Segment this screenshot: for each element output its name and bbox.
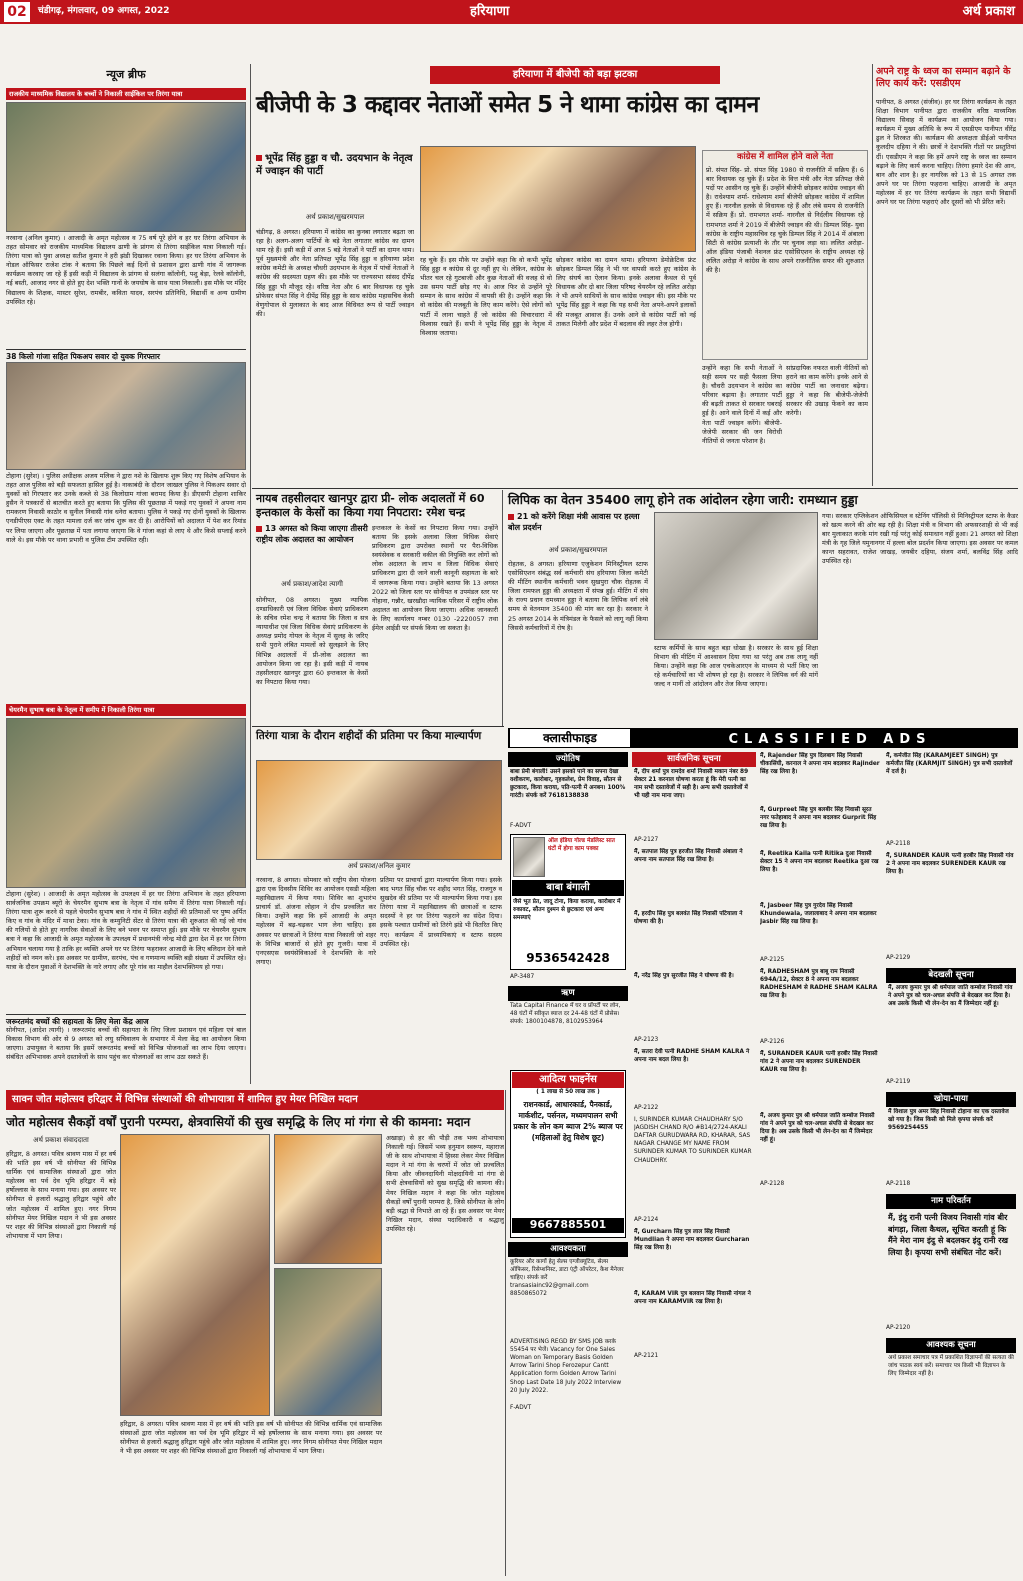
ad-code: AP-2124 — [634, 1217, 659, 1223]
sawan-headline: जोत महोत्सव सैकड़ों वर्षों पुरानी परम्परा, क्षेत्रवासियों की सुख समृद्धि के लिए मां गंगा से की कामना: मदान — [6, 1115, 471, 1129]
lipik-body: रोहतक, 8 अगस्त। हरियाणा एजुकेशन मिनिस्ट्रीयल स्टाफ एसोसिएशन संबंद्ध सर्व कर्मचारी संघ हरियाणा जिला कमेटी की मीटिंग स्थानीय कर्मचारी भवन सुखपुरा चौक रोहतक में जिला रामफल हुड्डा की अध्यक्षता में संपन्न हुई। मीटिंग में संघ के राज्य प्रधान रामध्यान हुड्डा ने बताया कि लिपिक वर्ग लंबे समय से वेतनमान 35400 की मांग कर रहा है। सरकार ने 25 अगस्त 2014 के मंत्रिमंडल के फैसले को लागू नहीं किया जिससे कर्मचारियों में रोष है। — [508, 560, 648, 632]
section-rule — [252, 726, 504, 727]
public-notice: मैं, अजय कुमार पुत्र श्री धर्मपाल जाति कम्बोज निवासी गांव ने अपने पुत्र को चल-अचल संपत्ति से बेदखल कर दिया है। अब उसके किसी भी लेन-देन का मैं जिम्मेदार नहीं हूं। — [760, 1113, 875, 1144]
section-rule — [252, 488, 1018, 489]
brief-headline: चेयरमैन सुभाष बत्रा के नेतृत्व में समीप में निकाली तिरंगा यात्रा — [6, 704, 246, 716]
story-body: चंडीगढ़, 8 अगस्त। हरियाणा में कांग्रेस का कुनबा लगातार बढ़ता जा रहा है। अलग-अलग पार्टियों के बड़े नेता लगातार कांग्रेस का दामन थाम रहे हैं। इसी कड़ी में आज 5 बड़े नेताओं ने पार्टी का दामन थाम। पूर्व मुख्यमंत्री और नेता प्रतिपक्ष भूपेंद्र सिंह हुड्डा व हरियाणा प्रदेश कांग्रेस कमेटी के अध्यक्ष चौधरी उदयभान के नेतृत्व में पांचों नेताओं ने कांग्रेस की सदस्यता ग्रहण की। इस मौके पर राज्यसभा सांसद दीपेंद्र सिंह हुड्डा भी मौजूद रहे। वरिष्ठ नेता और 6 बार विधायक रह चुके प्रोफेसर संपत सिंह ने दीपेंद्र सिंह हुड्डा के साथ कांग्रेस महासचिव केसी वेणुगोपाल से मुलाकात के बाद आज विधिवत रूप से पार्टी ज्वाइन की। — [256, 228, 414, 318]
loan-header: ऋण — [508, 986, 628, 1001]
side-headline: अपने राष्ट्र के ध्वज का सम्मान बढ़ाने के लिए कार्य करें: एसडीएम — [876, 66, 1011, 90]
eviction-notice: मैं, अजय कुमार पुत्र श्री धर्मपाल जाति कम्बोज निवासी गांव ने अपने पुत्र को चल-अचल संपत्ति से बेदखल कर दिया है। अब उसके किसी भी लेन-देन का मैं जिम्मेदार नहीं हूं। — [888, 985, 1013, 1008]
aditya-title: आदित्य फाइनेंस — [512, 1072, 624, 1088]
ad-code: AP-2123 — [634, 1037, 659, 1043]
lipik-body: स्टाफ कर्मियों के साथ बहुत बड़ा धोखा है। सरकार के साथ हुई शिक्षा विभाग की मीटिंग में आश्वासन दिया गया था परंतु अब तक लागू नहीं किया। उन्होंने कहा कि आज एचकेआरएन के माध्यम से भर्ती किए जा रहे कर्मचारियों का भी शोषण हो रहा है। सरकार ने लिपिक वर्ग की मांगें जल्द न मानीं तो आंदोलन और तेज किया जाएगा। — [654, 644, 818, 689]
naib-headline: नायब तहसीलदार खानपुर द्वारा प्री- लोक अदालतों में 60 इन्तकाल के केसों का किया गया निपटारा: रमेश चन्द्र — [256, 492, 485, 520]
brief-headline: जरूरतमंद बच्चों की सहायता के लिए मेला केंद्र आज — [6, 1014, 246, 1027]
classified-title-hindi: क्लासीफाइड — [510, 729, 630, 747]
main-subhead — [256, 152, 414, 178]
english-ad: ADVERTISING REGD BY SMS JOB करके 55454 पर भेजें। Vacancy for One Sales Woman on Temporary Basis Golden Arrow Tarini Shop Ferozepur Cantt Application form Golden Arrow Tarini Shop Last Date 18 July 2022 Interview 20 July 2022. — [510, 1339, 622, 1394]
byline: अर्थ प्रकाश/आदेश त्यागी — [281, 580, 343, 588]
public-notice: मैं, SURANDER KAUR पत्नी हरबीर सिंह निवासी गांव 2 ने अपना नाम बदलकर SURENDER KAUR रख लिया है। — [886, 853, 1014, 876]
lipik-subhead-text: 21 को करेंगे शिक्षा मंत्री आवास पर हल्ला बोल प्रदर्शन — [508, 512, 640, 532]
tiranga-body: प्रतिमा पर प्राचार्या द्वारा माल्यार्पण किया गया। इसके बाद भगत सिंह चौक पर शहीद भगत सिंह, राजगुरु व सुखदेव की प्रतिमा पर भी माल्यार्पण किया गया। इस तिरंगा यात्रा में महाविद्यालय की छात्राओं व स्टाफ सदस्यों ने हर घर तिरंगा फहराने का संदेश दिया। इसके पश्चात ग्रामीणों को तिरंगे झंडे भी वितरित किए गए। कार्यक्रम में प्राध्यापिकाएं व स्टाफ सदस्य उपस्थित रहे। — [380, 876, 502, 948]
byline: अर्थ प्रकाश/अनिल कुमार — [347, 862, 411, 870]
ad-code: F-ADVT — [510, 823, 532, 829]
important-notice: अर्थ प्रकाश समाचार पत्र में प्रकाशित विज्ञापनों की सत्यता की जांच पाठक स्वयं करें। समाचार पत्र किसी भी विज्ञापन के लिए जिम्मेदार नहीं है। — [888, 1355, 1014, 1378]
ad-code: AP-2129 — [886, 955, 911, 961]
brief-headline: 38 किलो गांजा सहित पिकअप सवार दो युवक गिरफ्तार — [6, 349, 246, 362]
haridwar-photo-2 — [274, 1134, 382, 1264]
loan-ad: Tata Capital Finance में घर व प्रॉपर्टी पर लोन, 48 घंटों में स्वीकृत ब्याज दर 24-48 घंटों में प्रोसेस। संपर्क: 1800104878, 8102953964 — [510, 1003, 621, 1026]
baba-ad-top: ऑल इंडिया गोल्ड मेडलिस्ट सात घंटों में होगा काम पक्का — [548, 838, 615, 853]
byline: अर्थ प्रकाश/सुखरमपाल — [548, 546, 608, 554]
haridwar-photo-3 — [274, 1268, 382, 1416]
lost-found-header: खोया-पाया — [886, 1092, 1016, 1107]
ad-code: F-ADVT — [510, 1405, 532, 1411]
story-body: छोड़कर कांग्रेस का दामन थामा। हरियाणा डेमोक्रेटिक फ्रंट छोड़कर डिम्पल सिंह ने भी घर वापसी करते हुए कांग्रेस के लिए संघर्ष का ऐलान किया। इनके अलावा कैथल से पूर्व विधायक और दो बार जिला परिषद चेयरमैन रहे ललित अरोड़ा ने भी अपने साथियों के साथ कांग्रेस ज्वाइन की। इस मौके पर भूपेंद्र सिंह हुड्डा ने कहा कि यह सभी नेता अपने-अपने इलाकों की मजबूत आवाज हैं। उनके आने से कांग्रेस पार्टी को नई ताकत मिलेगी और प्रदेश में बदलाव की लहर तेज होगी। — [556, 256, 696, 328]
aditya-sub: ( 1 लाख से 50 लाख तक ) — [536, 1089, 600, 1095]
byline: अर्थ प्रकाश संवाददाता — [33, 1136, 89, 1144]
arrest-photo — [6, 362, 246, 470]
ad-code: AP-2128 — [760, 1181, 785, 1187]
baba-ad-name: बाबा बंगाली — [512, 880, 624, 896]
public-notice: मैं, कर्मजीत सिंह (KARAMJEET SINGH) पुत्र कर्मजीत सिंह (KARMJIT SINGH) पुत्र सभी दस्तावेजों में दर्ज है। — [886, 753, 1013, 776]
lost-found-notice: मैं विशाल पुत्र अमर सिंह निवासी टोहाना का एक दस्तावेज खो गया है। जिस किसी को मिले कृपया संपर्क करें 9569254455 — [888, 1109, 1009, 1132]
brief-body: सोनीपत, (आदेश त्यागी) । जरूरतमंद बच्चों की सहायता के लिए जिला प्रशासन एवं महिला एवं बाल विकास विभाग की ओर से 9 अगस्त को लघु सचिवालय के सभागार में मेला केंद्र का आयोजन किया जाएगा। उपायुक्त ने बताया कि इसमें जरूरतमंद बच्चों को विभिन्न योजनाओं का लाभ दिया जाएगा। संबंधित अभिभावक अपने दस्तावेजों के साथ पहुंच कर योजनाओं का लाभ उठा सकते हैं। — [6, 1026, 246, 1062]
baba-ad-desc: जैसे भूत प्रेत, जादू टोना, किया कराया, कारोबार में रुकावट, सौतन दुश्मन से छुटकारा एवं अन्य समस्याएं — [513, 899, 621, 922]
story-body: उन्होंने कहा कि सभी नेताओं ने सही समय पर सही फैसला लिया है। चौधरी उदयभान ने कांग्रेस का परिवार बढ़ाया है। लगातार पार्टी की बढ़ती ताकत से सरकार घबराई हुई है। आने वाले दिनों में कई और नेता पार्टी ज्वाइन करेंगे। बीजेपी-जेजेपी सरकार की जन विरोधी नीतियों से जनता परेशान है। — [702, 364, 782, 445]
jyotish-header: ज्योतिष — [508, 752, 628, 767]
need-ad: कूरियर और कार्गो हेतु सेल्स एग्जीक्यूटिव, सेल्स ऑफिसर, रिसेप्शनिस्ट, डाटा एंट्री ऑपरेटर, कैश मैनेजर चाहिए। संपर्क करें transasiainc92@gmail.com 8850865072 — [510, 1259, 624, 1298]
public-notice: मैं, Reetika Kaila पत्नी Ritika दुआ निवासी सेक्टर 15 ने अपना नाम बदलकर Reetika दुआ रख लिया है। — [760, 851, 879, 874]
column-divider — [250, 64, 251, 1084]
name-change-notice: मैं, इंदु रानी पत्नी विजय निवासी गांव बीर बांगड़ा, जिला कैथल, सूचित करती हूं कि मैंने मेरा नाम इंदु से बदलकर इंदु रानी रख लिया है। कृपया सभी संबंधित नोट करें। — [888, 1213, 1009, 1257]
brief-body: टोहाना (सुरेश) । आजादी के अमृत महोत्सव के उपलक्ष्य में हर घर तिरंगा अभियान के तहत हरियाणा सार्वजनिक उपक्रम ब्यूरो के चेयरमैन सुभाष बत्रा के नेतृत्व में गांव समैण में तिरंगा यात्रा निकाली गई। तिरंगा यात्रा शुरू करने से पहले चेयरमैन सुभाष बत्रा ने गांव में स्थित शहीदों की प्रतिमाओं पर पुष्प अर्पित किए व गांव के मंदिर में माथा टेका। गांव के कम्युनिटी सेंटर से तिरंगा यात्रा की शुरुआत की गई जो गांव की गलियों से होते हुए नागरिक सेवाओं के लिए बने भवन पर समाप्त हुई। इस मौके पर चेयरमैन सुभाष बत्रा ने कहा कि आजादी के अमृत महोत्सव के उपलक्ष्य में प्रधानमंत्री नरेन्द्र मोदी द्वारा देश में हर घर तिरंगा अभियान चलाया गया है ताकि हर व्यक्ति अपने घर पर तिरंगा फहराकर आजादी के लिए बलिदान देने वाले शहीदों को नमन करे। इस अवसर पर ग्रामीण, सरपंच, पंच व गणमान्य व्यक्ति बड़ी संख्या में उपस्थित रहे। यात्रा के दौरान युवाओं ने देशभक्ति के नारे लगाए और पूरे गांव का माहौल देशभक्तिमय हो गया। — [6, 890, 246, 971]
ad-code: AP-2118 — [886, 841, 911, 847]
ad-code: AP-2119 — [886, 1079, 911, 1085]
cycle-rally-photo — [6, 102, 246, 232]
leaders-box-body: प्रो. संपत सिंह- प्रो. संपत सिंह 1980 से राजनीति में सक्रिय हैं। 6 बार विधायक रह चुके हैं। प्रदेश के वित्त मंत्री और नेता प्रतिपक्ष जैसे पदों पर आसीन रह चुके हैं। उन्होंने बीजेपी छोड़कर कांग्रेस ज्वाइन की है। राधेश्याम शर्मा- राधेश्याम शर्मा बीजेपी छोड़कर कांग्रेस में शामिल हुए हैं। नारनौल हलके से विधायक रहे हैं और लंबे समय से राजनीति में सक्रिय हैं। प्रो. रामभगत शर्मा- नारनौल से निर्दलीय विधायक रहे रामभगत शर्मा ने 2019 में बीजेपी ज्वाइन की थी। डिम्पल सिंह- युवा कांग्रेस के राष्ट्रीय महासचिव रह चुके डिम्पल सिंह ने 2014 में अंबाला सिटी से कांग्रेस प्रत्याशी के तौर पर चुनाव लड़ा था। ललित अरोड़ा- ऑल इंडिया पंजाबी नेशनल फ्रंट एसोसिएशन के राष्ट्रीय अध्यक्ष रहे ललित अरोड़ा ने कांग्रेस के साथ अपने राजनीतिक सफर की शुरुआत की है। — [706, 166, 864, 275]
ad-code: AP-2120 — [886, 1325, 911, 1331]
tiranga-headline: तिरंगा यात्रा के दौरान शहीदों की प्रतिमा पर किया माल्यार्पण — [256, 730, 482, 742]
news-brief-title: न्यूज ब्रीफ — [106, 68, 146, 81]
brief-headline: राजकीय माध्यमिक विद्यालय के बच्चों ने निकाली साईकिल पर तिरंगा यात्रा — [6, 88, 246, 100]
lipik-subhead — [508, 512, 648, 534]
aditya-phone: 9667885501 — [512, 1218, 624, 1233]
column-divider — [502, 490, 503, 726]
haridwar-photo-1 — [120, 1134, 270, 1416]
important-notice-header: आवश्यक सूचना — [886, 1338, 1016, 1353]
public-notice: मैं, हरदीप सिंह पुत्र बलवंत सिंह निवासी पटियाला ने घोषणा की है। — [634, 911, 743, 926]
red-bullet — [256, 155, 262, 161]
paper-name: अर्थ प्रकाश — [962, 4, 1015, 19]
ad-code: AP-2125 — [760, 957, 785, 963]
aditya-body: राशनकार्ड, आधारकार्ड, पैनकार्ड, मार्कशीट, पर्सनल, मध्यमपालन सभी प्रकार के लोन कम ब्याज 2% ब्याज पर (महिलाओं हेतु विशेष छूट) — [513, 1100, 623, 1142]
jyotish-ad: बाबा प्रेमी बंगाली! उसने इसको पाने का सपना देखा वशीकरण, कारोबार, गृहकलेश, प्रेम विवाह, सौतन से छुटकारा, किया कराया, पति-पत्नी में अनबन। 100% गारंटी। संपर्क करें 7618138838 — [510, 769, 626, 800]
red-bullet — [256, 526, 262, 532]
classified-title-english: CLASSIFIED ADS — [728, 732, 932, 747]
name-change-header: नाम परिवर्तन — [886, 1194, 1016, 1209]
naib-subhead — [256, 524, 368, 546]
lipik-body: गया। सरकार एप्लिकेशन ऑफिसियल व स्टेनिंग पॉलिसी से मिनिस्ट्रीयल स्टाफ के कैडर को खत्म करने की ओर बढ़ रही है। शिक्षा मंत्री व विभाग की अफसरशाही से भी कई बार मुलाकात करके मांग रखी गई परंतु कोई समाधान नहीं हुआ। 21 अगस्त को शिक्षा मंत्री के गृह जिले यमुनानगर में हल्ला बोल प्रदर्शन किया जाएगा। इस अवसर पर कमल कान्त सहरावत, राजेश जाखड़, जयबीर दहिया, संजय शर्मा, बलविंद्र सिंह आदि उपस्थित रहे। — [822, 512, 1018, 566]
brief-body: नरवाना (अनिल कुमार) । आजादी के अमृत महोत्सव व 75 वर्ष पूरे होने व हर घर तिरंगा अभियान के तहत सोमवार को राजकीय माध्यमिक विद्यालय ढाणी के प्रांगण से तिरंगा साईकिल यात्रा निकाली गई। तिरंगा यात्रा को युवा अध्यक्ष सतीश कुमार ने हरी झंडी दिखाकर रवाना किया। हर घर तिरंगा अभियान के नोडल ऑफिसर राजेश टांक ने बताया कि पिछले कई दिनों से प्रशासन द्वारा ढाणी गांव में जागरूक कार्यक्रम करवाए जा रहे हैं इसी कड़ी में विद्यालय के प्रांगण से सलंगा कॉलोनी, पशु बेड़ा, रेलवे कॉलोनी, नई बस्ती, आजाद नगर से होते हुए देश भक्ति गानों के जयघोष के साथ यात्रा निकाली। इस मौके पर मंदिर विद्यालय के शिक्षक, मास्टर सुरेश, रामबीर, कविता यादव, सरपंच प्रतिनिधि, विद्यार्थी व अन्य ग्रामीण उपस्थित रहे। — [6, 234, 246, 306]
naib-subhead-text: 13 अगस्त को किया जाएगा तीसरी राष्ट्रीय लोक अदालत का आयोजन — [256, 524, 368, 544]
kicker: हरियाणा में बीजेपी को बड़ा झटका — [430, 66, 720, 84]
baba-portrait — [513, 837, 545, 877]
byline: अर्थ प्रकाश/सुखरमपाल — [305, 213, 365, 221]
side-body: पानीपत, 8 अगस्त (संजीव)। हर घर तिरंगा कार्यक्रम के तहत शिक्षा विभाग पानीपत द्वारा राजकीय वरिष्ठ माध्यमिक विद्यालय सिवाह में कार्यक्रम का आयोजन किया गया। कार्यक्रम में मुख्य अतिथि के रूप में एसडीएम पानीपत वीरेंद्र ढुल ने शिरकत की। कार्यक्रम की अध्यक्षता डीईओ पानीपत कुलदीप दहिया ने की। छात्रों ने देशभक्ति गीतों पर प्रस्तुतियां दीं। एसडीएम ने कहा कि हमें अपने राष्ट्र के ध्वज का सम्मान बढ़ाने के लिए कार्य करना चाहिए। तिरंगा हमारे देश की आन, बान और शान है। हर नागरिक को 13 से 15 अगस्त तक अपने घर पर तिरंगा फहराना चाहिए। आजादी के अमृत महोत्सव में हर घर तिरंगा कार्यक्रम के तहत सभी विद्यार्थी अपने घर पर तिरंगा फहराएं और दूसरों को भी प्रेरित करें। — [876, 98, 1016, 207]
column-divider — [872, 64, 873, 486]
story-body: रह चुके हैं। इस मौके पर उन्होंने कहा कि वो कभी भूपेंद्र सिंह हुड्डा व कांग्रेस से दूर नहीं हुए थे। लेकिन, कांग्रेस के भीतर चल रहे गुटबाजी और कुछ नेताओं की वजह से वो उस समय पार्टी छोड़ गए थे। आज फिर से उन्होंने पूरे सम्मान के साथ कांग्रेस में वापसी की है। उन्होंने कहा कि वो कांग्रेस की मजबूती के लिए काम करेंगे। ऐसे लोगों को पार्टी में लाना चाहते हैं जो कांग्रेस की विचारधारा में विश्वास रखते हैं। सभी ने भूपेंद्र सिंह हुड्डा के नेतृत्व में विश्वास जताया। — [420, 256, 552, 337]
lipik-headline: लिपिक का वेतन 35400 लागू होने तक आंदोलन रहेगा जारी: रामध्यान हुड्डा — [508, 492, 858, 507]
sawan-strip: सावन जोत महोत्सव हरिद्वार में विभिन्न संस्थाओं की शोभायात्रा में शामिल हुए मेयर निखिल मदान — [6, 1090, 504, 1110]
public-notice: मैं, Gurpreet सिंह पुत्र बलबीर सिंह निवासी सूरत नगर फतेहाबाद ने अपना नाम बदलकर Gurprit सिंह रख लिया है। — [760, 807, 877, 830]
public-notice: मैं, RADHESHAM पुत्र बाबू राम निवासी 694A/12, सेक्टर 8 ने अपना नाम बदलकर RADHESHAM से RADHE SHAM KALRA रख लिया है। — [760, 969, 878, 1000]
congress-joining-photo — [420, 146, 696, 252]
meeting-photo — [654, 512, 818, 640]
public-notice: मैं, Gurcharn सिंह पुत्र लाल सिंह निवासी Mundlian ने अपना नाम बदलकर Gurcharan सिंह रख लिया है। — [634, 1229, 750, 1252]
sawan-body: हरिद्वार, 8 अगस्त। पवित्र श्रावण मास में हर वर्ष की भांति इस वर्ष भी सोनीपत की विभिन्न धार्मिक एवं सामाजिक संस्थाओं द्वारा जोत महोत्सव का पर्व देव भूमि हरिद्वार में बड़े हर्षोल्लास के साथ मनाया गया। इस अवसर पर सोनीपत से हजारों श्रद्धालु हरिद्वार पहुंचे और जोत महोत्सव में शामिल हुए। नगर निगम सोनीपत मेयर निखिल मदान ने भी इस अवसर पर शहर की विभिन्न संस्थाओं द्वारा निकाली गई शोभायात्रा में भाग लिया। — [120, 1420, 382, 1456]
need-header: आवश्यकता — [508, 1242, 628, 1257]
public-notice: मैं, दीप शर्मा पुत्र रामदेव शर्मा निवासी मकान नंबर 89 सेक्टर 21 करनाल घोषणा करता हूं कि मेरी पत्नी का नाम सभी दस्तावेजों में सही है। अन्य सभी दस्तावेजों में भी यही नाम माना जाए। — [634, 769, 749, 800]
red-bullet — [508, 514, 514, 520]
public-notice: मैं, Rajender सिंह पुत्र दिलबाग सिंह निवासी चीकासिंघी, करनाल ने अपना नाम बदलकर Rajinder सिंह रख लिया है। — [760, 753, 880, 776]
tiranga-yatra-photo — [6, 718, 246, 888]
public-notice: मैं, सतपाल सिंह पुत्र हरजीत सिंह निवासी अंबाला ने अपना नाम सतपाल सिंह रख लिया है। — [634, 849, 743, 864]
public-notice: मैं, Jasbeer सिंह पुत्र गुरदेव सिंह निवासी Khundewala, जलालाबाद ने अपना नाम बदलकर Jasbir सिंह रख लिया है। — [760, 903, 877, 926]
eviction-header: बेदखली सूचना — [886, 968, 1016, 983]
ad-code: AP-2127 — [634, 837, 659, 843]
public-notice-header: सार्वजनिक सूचना — [632, 752, 756, 767]
public-notice: मैं, सतरा देवी पत्नी RADHE SHAM KALRA ने अपना नाम बदल लिया है। — [634, 1049, 750, 1064]
baba-phone: 9536542428 — [526, 951, 610, 965]
section-name: हरियाणा — [470, 4, 510, 19]
ad-code: AP-3487 — [510, 974, 535, 980]
sawan-body: अखाड़ा) से हर की पौड़ी तक भव्य शोभायात्रा निकाली गई। जिसमें भव्य हनुमान स्वरूप, महाराज जी के साथ शोभायात्रा में हिस्सा लेकर मेयर निखिल मदान ने मां गंगा के चरणों में जोत जो प्रज्वलित किया और जीवनदायिनी मोक्षदायिनी मां गंगा से सभी क्षेत्रवासियों को सुख समृद्धि की कामना की। मेयर निखिल मदान ने कहा कि जोत महोत्सव सैकड़ों वर्षों पुरानी परम्परा है, जिसे सोनीपत के लोग बड़ी श्रद्धा से निभाते आ रहे हैं। इस अवसर पर मेयर निखिल मदान, संस्था पदाधिकारी व श्रद्धालु उपस्थित रहे। — [386, 1134, 504, 1233]
tiranga-photo — [256, 760, 502, 860]
ad-code: AP-2126 — [760, 1039, 785, 1045]
ad-code: AP-2122 — [634, 1105, 659, 1111]
naib-body: इन्तकाल के केसों का निपटारा किया गया। उन्होंने बताया कि इसके अलावा जिला विधिक सेवाएं प्राधिकरण द्वारा उपरोक्त स्थानों पर पैरा-विधिक स्वयंसेवक व सरकारी वकील की नियुक्ति कर लोगों को लोक अदालत के लाभ व जिला विधिक सेवाएं प्राधिकरण द्वारा दी जाने वाली कानूनी सहायता के बारे में जागरूक किया गया। उन्होंने बताया कि 13 अगस्त 2022 को जिला स्तर पर सोनीपत व उपमंडल स्तर पर गोहाना, गन्नौर, खरखौदा न्यायिक परिसर में राष्ट्रीय लोक अदालत का आयोजन किया जाएगा। अधिक जानकारी के लिए कार्यालय नम्बर 0130 -2220057 तथा ईमेल आईडी पर संपर्क किया जा सकता है। — [372, 524, 498, 633]
sawan-body: हरिद्वार, 8 अगस्त। पवित्र श्रावण मास में हर वर्ष की भांति इस वर्ष भी सोनीपत की विभिन्न धार्मिक एवं सामाजिक संस्थाओं द्वारा जोत महोत्सव का पर्व देव भूमि हरिद्वार में बड़े हर्षोल्लास के साथ मनाया गया। इस अवसर पर सोनीपत से हजारों श्रद्धालु हरिद्वार पहुंचे और जोत महोत्सव में शामिल हुए। नगर निगम सोनीपत मेयर निखिल मदान ने भी इस अवसर पर शहर की विभिन्न संस्थाओं द्वारा निकाली गई शोभायात्रा में भाग लिया। — [6, 1150, 116, 1240]
brief-body: टोहाना (सुरेश) । पुलिस अधीक्षक अजय मलिक ने द्वारा नशे के खिलाफ शुरू किए गए विशेष अभियान के तहत आज पुलिस को बड़ी सफलता हासिल हुई है। नाकाबंदी के दौरान जाखल पुलिस ने पिकअप सवार दो युवकों को गिरफ्तार कर उनके कब्जे से 38 किलोग्राम गांजा बरामद किया है। डीएसपी टोहाना शाकिर हुसैन ने पत्रकारों से बातचीत करते हुए बताया कि पुलिस की पूछताछ में पकड़े गए युवकों ने अपना नाम रामकरण निवासी काठोर व सुनील निवासी गांव धनेरा बताया। पुलिस ने पकड़े गए दोनों युवकों के खिलाफ एनडीपीएस एक्ट के तहत मामला दर्ज कर जांच शुरू कर दी है। आरोपियों को अदालत में पेश कर रिमांड पर लिया जाएगा और पूछताछ में पता लगाया जाएगा कि वे गांजा कहां से लाए थे और किसे सप्लाई करने वाले थे। इस मौके पर थाना प्रभारी व पुलिस टीम उपस्थित रही। — [6, 472, 246, 544]
naib-body: सोनीपत, 08 अगस्त। मुख्य न्यायिक दण्डाधिकारी एवं जिला विधिक सेवाएं प्राधिकरण के सचिव रमेश चन्द्र ने बताया कि जिला व सत्र न्यायाधीश एवं जिला विधिक सेवाएं प्राधिकरण के अध्यक्ष प्रमोद गोयल के नेतृत्व में सुलह के जरिए सभी पुराने लंबित मामलों को सुलझाने के लिए विभिन्न अदालतों में प्री-लोक अदालत का आयोजन किया जा रहा है। इसी कड़ी में नायब तहसीलदार खानपुर द्वारा 60 इन्तकाल के केसों का निपटारा किया गया। — [256, 596, 368, 686]
ad-code: AP-2121 — [634, 1353, 659, 1359]
main-headline: बीजेपी के 3 कद्दावर नेताओं समेत 5 ने थामा कांग्रेस का दामन — [256, 92, 759, 118]
public-notice: मैं, KARAM VIR पुत्र बलवान सिंह निवासी नांगल ने अपना नाम KARAMVIR रख लिया है। — [634, 1291, 751, 1306]
page-number: 02 — [4, 2, 30, 22]
place-date: चंडीगढ़, मंगलवार, 09 अगस्त, 2022 — [38, 6, 170, 16]
public-notice: मैं, SURANDER KAUR पत्नी हरबीर सिंह निवासी गांव 2 ने अपना नाम बदलकर SURENDER KAUR रख लिया है। — [760, 1051, 878, 1074]
tiranga-body: नरवाना, 8 अगस्त। सोमवार को राष्ट्रीय सेवा योजना द्वारा एक दिवसीय शिविर का आयोजन एसडी महिला महाविद्यालय में किया गया। शिविर का शुभारंभ प्राचार्य डॉ. अंजना लोहान ने दीप प्रज्वलित कर किया। उन्होंने कहा कि हमें आजादी के अमृत महोत्सव में बढ़-चढ़कर भाग लेना चाहिए। इस अवसर पर छात्राओं ने तिरंगा यात्रा निकाली जो शहर के विभिन्न बाजारों से होते हुए गुजरी। यात्रा में एनएसएस स्वयंसेविकाओं ने देशभक्ति के नारे लगाए। — [256, 876, 376, 966]
leaders-box-title: कांग्रेस में शामिल होने वाले नेता — [736, 152, 834, 162]
column-divider — [505, 1090, 506, 1576]
public-notice: मैं, नरेंद्र सिंह पुत्र सुरजीत सिंह ने घोषणा की है। — [634, 973, 734, 979]
subhead-text: भूपेंद्र सिंह हुड्डा व चौ. उदयभान के नेतृत्व में ज्वाइन की पार्टी — [256, 153, 413, 177]
ad-code: AP-2118 — [886, 1181, 911, 1187]
story-body: सांप्रदायिक नफरत वाली नीतियों को हराने का काम करेंगे। इनके आने से कांग्रेस पार्टी का जनाधार बढ़ेगा। हुड्डा ने कहा कि बीजेपी-जेजेपी सरकार की उखाड़ फेंकने का काम करेगी। — [786, 364, 868, 418]
name-change-english: I, SURINDER KUMAR CHAUDHARY S/O JAGDISH CHAND R/O #B14/2724-AKALI DAFTAR GURUDWARA RD, KHARAR, SAS NAGAR CHANGE MY NAME FROM SURINDER KUMAR TO SURINDER KUMAR CHAUDHRY. — [634, 1117, 752, 1164]
